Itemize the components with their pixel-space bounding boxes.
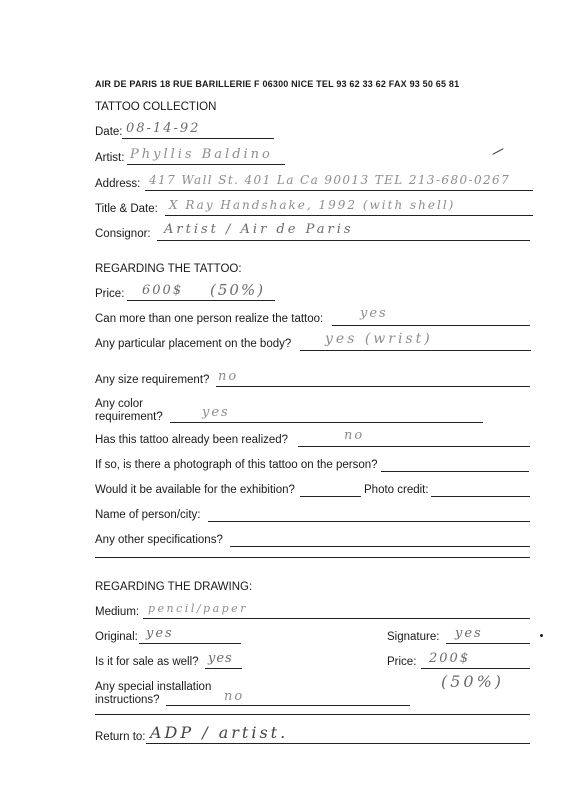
drawing-section-heading: REGARDING THE DRAWING: (95, 581, 253, 593)
tattoo-section-heading: REGARDING THE TATTOO: (95, 263, 242, 275)
for-sale-label: Is it for sale as well? (95, 656, 199, 668)
consignor-field[interactable]: Artist / Air de Paris (164, 222, 354, 237)
for-sale-line (205, 668, 242, 669)
installation-label-line1: Any special installation (95, 681, 212, 693)
title-date-field[interactable]: X Ray Handshake, 1992 (with shell) (169, 198, 456, 212)
realized-label: Has this tattoo already been realized? (95, 434, 289, 446)
installation-label-line2: instructions? (95, 694, 160, 706)
for-sale-field[interactable]: yes (208, 651, 233, 666)
placement-field[interactable]: yes (wrist) (325, 331, 433, 347)
color-label-line1: Any color (95, 398, 143, 410)
installation-line (166, 705, 410, 706)
more-than-one-line (332, 325, 530, 326)
artist-label: Artist: (95, 152, 125, 164)
drawing-price-line (421, 668, 530, 669)
pen-mark (492, 148, 503, 155)
tattoo-price-label: Price: (95, 288, 125, 300)
signature-line (446, 643, 530, 644)
address-line (145, 190, 533, 191)
color-field[interactable]: yes (202, 405, 230, 420)
medium-field[interactable]: pencil/paper (148, 602, 248, 615)
more-than-one-label: Can more than one person realize the tattoo: (95, 313, 324, 325)
photograph-line (381, 471, 529, 472)
photo-credit-label: Photo credit: (364, 484, 429, 496)
medium-line (143, 618, 530, 619)
color-label-line2: requirement? (95, 411, 163, 423)
return-to-label: Return to: (95, 731, 146, 743)
date-label: Date: (95, 126, 123, 138)
letterhead: AIR DE PARIS 18 RUE BARILLERIE F 06300 NICE TEL 93 62 33 62 FAX 93 50 65 81 (95, 79, 460, 89)
person-city-label: Name of person/city: (95, 509, 201, 521)
exhibition-line (300, 496, 361, 497)
size-label: Any size requirement? (95, 374, 210, 386)
medium-label: Medium: (95, 606, 140, 618)
date-line (122, 138, 274, 139)
artist-line (127, 164, 285, 165)
color-line (170, 422, 483, 423)
consignor-line (157, 240, 530, 241)
person-city-line (208, 521, 530, 522)
original-label: Original: (95, 631, 138, 643)
pen-dot (540, 634, 543, 637)
placement-label: Any particular placement on the body? (95, 338, 292, 350)
size-line (216, 386, 530, 387)
drawing-price-label: Price: (387, 656, 417, 668)
address-field[interactable]: 417 Wall St. 401 La Ca 90013 TEL 213-680-0267 (149, 173, 511, 187)
photo-credit-line (431, 496, 530, 497)
return-to-line (146, 743, 530, 744)
artist-field[interactable]: Phyllis Baldino (130, 147, 273, 162)
placement-line (300, 350, 531, 351)
title-date-line (165, 215, 533, 216)
original-field[interactable]: yes (146, 626, 174, 641)
other-specs-line (230, 546, 530, 547)
drawing-price-field[interactable]: 200$ (429, 651, 471, 666)
return-to-field[interactable]: ADP / artist. (150, 723, 289, 742)
other-specs-extra-line (95, 557, 530, 558)
installation-extra-line (95, 714, 530, 715)
tattoo-price-line (127, 300, 275, 301)
other-specs-label: Any other specifications? (95, 534, 223, 546)
size-field[interactable]: no (218, 369, 239, 384)
address-label: Address: (95, 178, 141, 190)
exhibition-label: Would it be available for the exhibition? (95, 484, 295, 496)
consignor-label: Consignor: (95, 228, 151, 240)
form-title: TATTOO COLLECTION (95, 101, 217, 113)
realized-line (298, 446, 530, 447)
date-field[interactable]: 08-14-92 (126, 121, 201, 136)
installation-field[interactable]: no (224, 689, 245, 704)
tattoo-price-note: (50%) (210, 281, 266, 299)
signature-label: Signature: (387, 631, 440, 643)
signature-field[interactable]: yes (455, 626, 483, 641)
more-than-one-field[interactable]: yes (360, 306, 388, 321)
title-date-label: Title & Date: (95, 203, 158, 215)
tattoo-price-field[interactable]: 600$ (142, 283, 184, 298)
original-line (139, 643, 241, 644)
drawing-price-note: (50%) (441, 672, 505, 691)
realized-field[interactable]: no (344, 428, 365, 443)
photograph-label: If so, is there a photograph of this tattoo on the person? (95, 459, 378, 471)
